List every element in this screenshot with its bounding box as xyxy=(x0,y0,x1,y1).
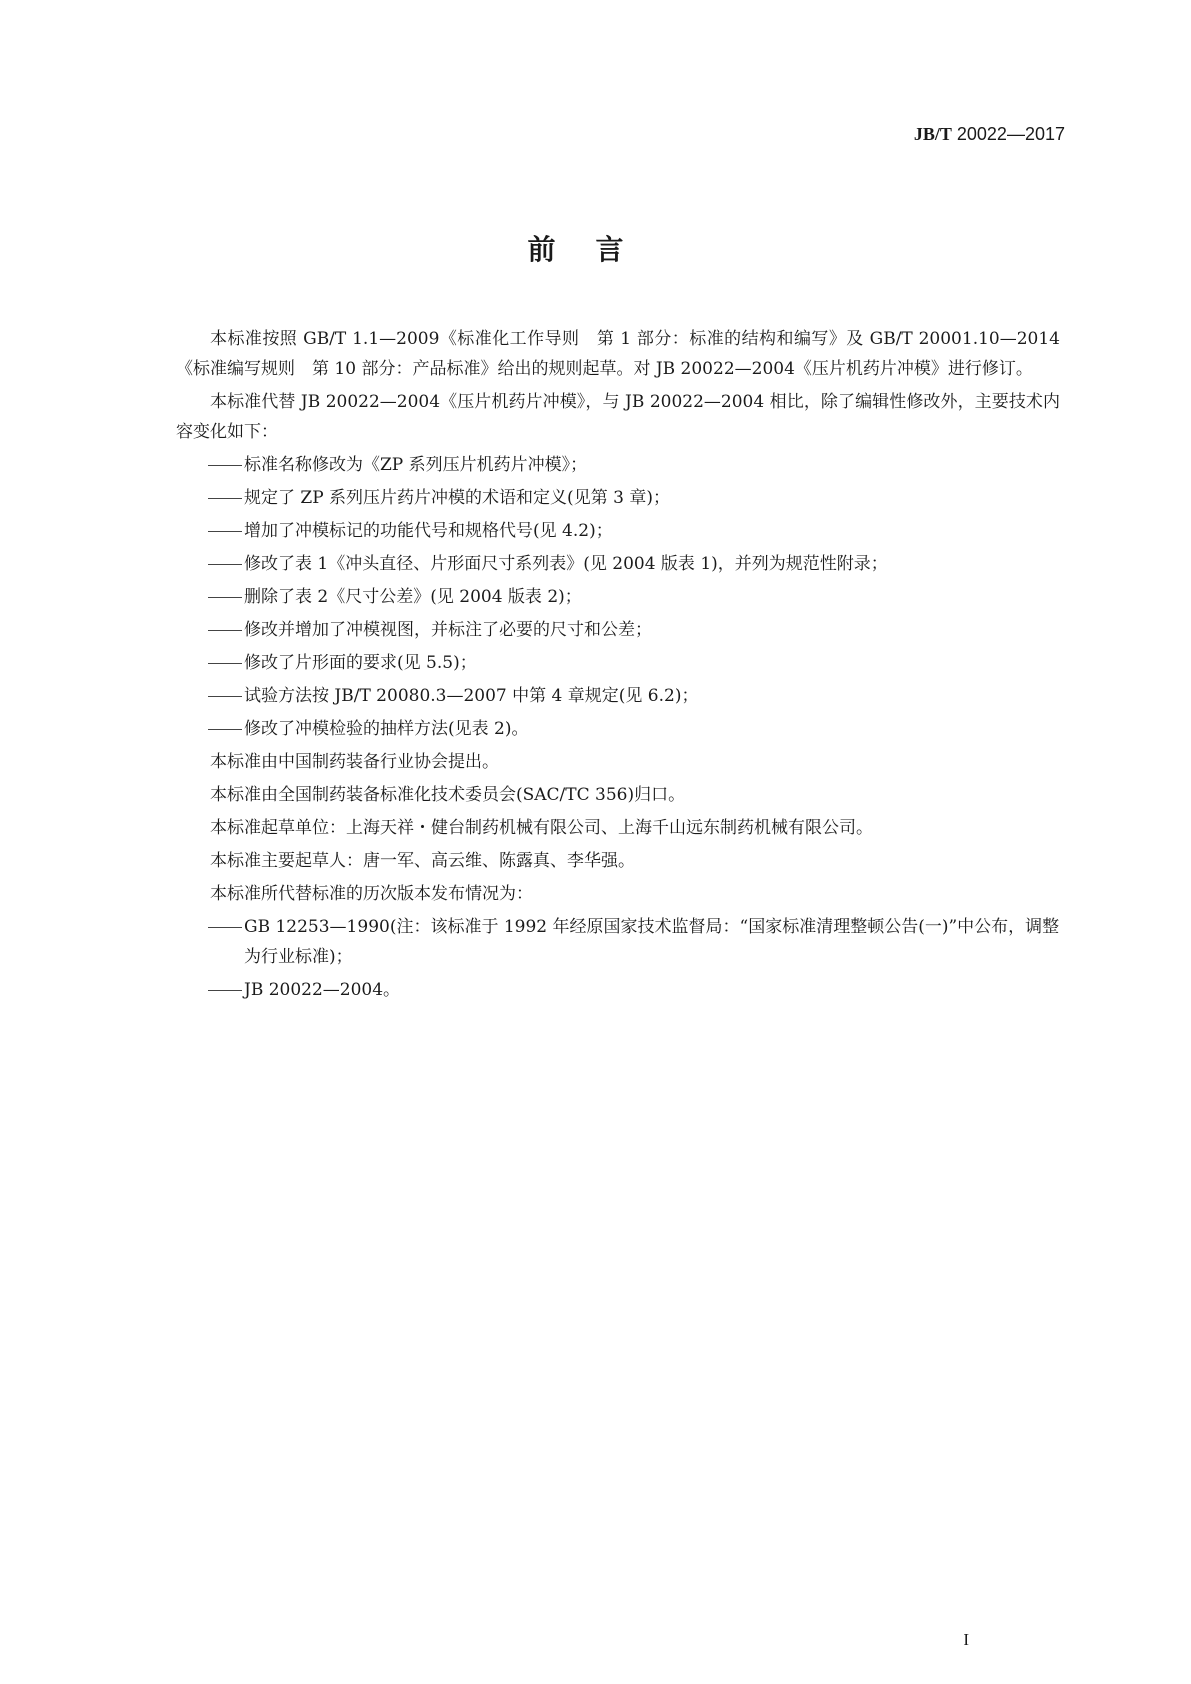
statement-drafting-units: 本标准起草单位：上海天祥・健台制药机械有限公司、上海千山远东制药机械有限公司。 xyxy=(210,818,873,838)
list-item: 修改了冲模检验的抽样方法(见表 2)。 xyxy=(208,714,1060,744)
list-item: 试验方法按 JB/T 20080.3—2007 中第 4 章规定(见 6.2)； xyxy=(208,681,1060,711)
standard-code-number: 20022—2017 xyxy=(956,124,1065,144)
list-item: 增加了冲模标记的功能代号和规格代号(见 4.2)； xyxy=(208,516,1060,546)
dash-marker xyxy=(208,663,242,664)
statement-drafters: 本标准主要起草人：唐一军、高云维、陈露真、李华强。 xyxy=(210,851,635,871)
paragraph-replacement: 本标准代替 JB 20022—2004《压片机药片冲模》，与 JB 20022—2004 相比，除了编辑性修改外，主要技术内容变化如下： xyxy=(176,392,1060,442)
dash-marker xyxy=(208,597,242,598)
dash-marker xyxy=(208,729,242,730)
paragraph-drafting-rules: 本标准按照 GB/T 1.1—2009《标准化工作导则 第 1 部分：标准的结构和编写》及 GB/T 20001.10—2014《标准编写规则 第 10 部分：产品标准》给出的规则起草。对 JB 20022—2004《压片机药片冲模》进行修订。 xyxy=(176,329,1060,379)
list-item: 修改了片形面的要求(见 5.5)； xyxy=(208,648,1060,678)
list-item: JB 20022—2004。 xyxy=(208,975,1060,1005)
dash-marker xyxy=(208,465,242,466)
list-item: 规定了 ZP 系列压片药片冲模的术语和定义(见第 3 章)； xyxy=(208,483,1060,513)
list-item: 修改了表 1《冲头直径、片形面尺寸系列表》(见 2004 版表 1)，并列为规范性附录； xyxy=(208,549,1060,579)
standard-code xyxy=(914,124,1065,145)
list-item: GB 12253—1990(注：该标准于 1992 年经原国家技术监督局：“国家标准清理整顿公告(一)”中公布，调整为行业标准)； xyxy=(208,912,1060,972)
changes-list xyxy=(176,450,1060,744)
standard-code-prefix: JB/T xyxy=(913,124,952,144)
list-item: 删除了表 2《尺寸公差》(见 2004 版表 2)； xyxy=(208,582,1060,612)
dash-marker xyxy=(208,531,242,532)
page-number: I xyxy=(963,1630,969,1649)
statement-proposed-by: 本标准由中国制药装备行业协会提出。 xyxy=(210,752,499,772)
dash-marker xyxy=(208,696,242,697)
statement-history-intro: 本标准所代替标准的历次版本发布情况为： xyxy=(210,884,533,904)
foreword-body xyxy=(176,324,1060,1008)
list-item: 标准名称修改为《ZP 系列压片机药片冲模》； xyxy=(208,450,1060,480)
history-list xyxy=(176,912,1060,1005)
dash-marker xyxy=(208,630,242,631)
dash-marker xyxy=(208,498,242,499)
dash-marker xyxy=(208,564,242,565)
page-title: 前言 xyxy=(527,233,664,266)
dash-marker xyxy=(208,927,242,928)
dash-marker xyxy=(208,990,242,991)
statement-centralized-by: 本标准由全国制药装备标准化技术委员会(SAC/TC 356)归口。 xyxy=(210,785,686,805)
list-item: 修改并增加了冲模视图，并标注了必要的尺寸和公差； xyxy=(208,615,1060,645)
